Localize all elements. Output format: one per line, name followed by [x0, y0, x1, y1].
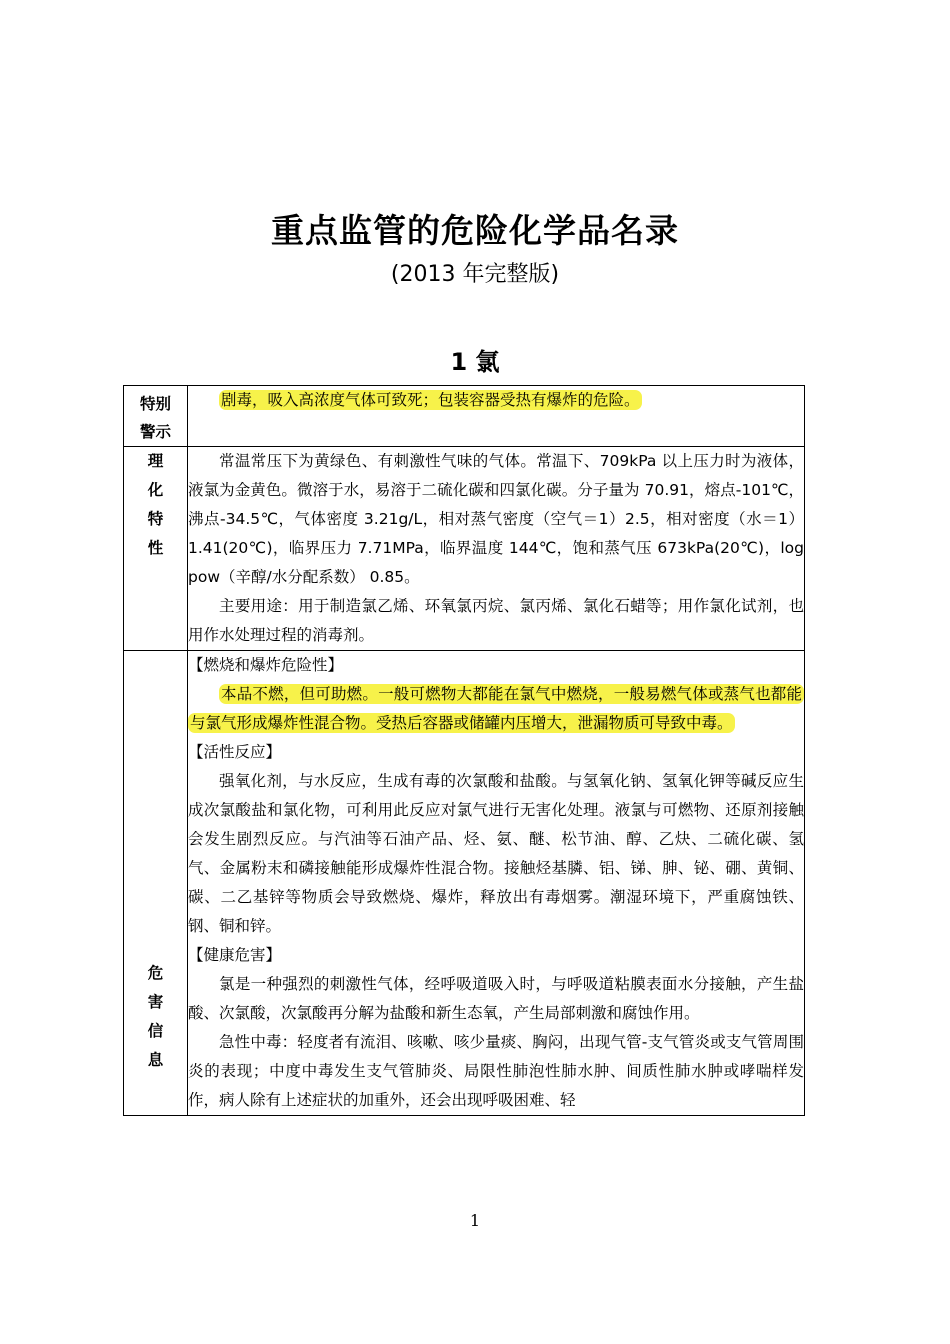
label-hazard [124, 651, 188, 1116]
page-title: 重点监管的危险化学品名录 [271, 211, 679, 250]
label-special-warning-line1: 特别 [139, 395, 171, 413]
properties-paragraph-2: 主要用途：用于制造氯乙烯、环氧氯丙烷、氯丙烯、氯化石蜡等；用作氯化试剂，也用作水处理过程的消毒剂。 [188, 597, 804, 644]
table-row-hazard [124, 651, 805, 1116]
cell-special-warning [188, 386, 805, 447]
label-properties [124, 447, 188, 651]
hazard-health-text: 氯是一种强烈的刺激性气体，经呼吸道吸入时，与呼吸道粘膜表面水分接触，产生盐酸、次氯酸，次氯酸再分解为盐酸和新生态氧，产生局部刺激和腐蚀作用。 [188, 975, 804, 1022]
special-warning-text: 剧毒，吸入高浓度气体可致死；包装容器受热有爆炸的危险。 [221, 391, 640, 409]
properties-paragraph-1: 常温常压下为黄绿色、有刺激性气味的气体。常温下、709kPa 以上压力时为液体，液氯为金黄色。微溶于水，易溶于二硫化碳和四氯化碳。分子量为 70.91，熔点-101℃，沸点-34.5℃，气体密度 3.21g/L，相对蒸气密度（空气＝1）2.5，相对密度（水＝1）1.41(20℃)，临界压力 7.71MPa，临界温度 144℃，饱和蒸气压 673kPa(20℃)，log pow（辛醇/水分配系数） 0.85。 [188, 452, 804, 586]
label-properties-char-3: 特 [147, 510, 164, 528]
table-row-properties [124, 447, 805, 651]
label-hazard-char-3: 信 [147, 1022, 164, 1040]
page-number: 1 [469, 1211, 481, 1230]
table-row-special-warning [124, 386, 805, 447]
hazard-heading-reactivity: 【活性反应】 [188, 743, 282, 761]
label-special-warning [124, 386, 188, 447]
hazard-combustion-text: 本品不燃，但可助燃。一般可燃物大都能在氯气中燃烧，一般易燃气体或蒸气也都能与氯气形成爆炸性混合物。受热后容器或储罐内压增大，泄漏物质可导致中毒。 [190, 685, 802, 732]
chemical-info-table [123, 385, 805, 1116]
hazard-combustion-para [188, 680, 804, 738]
label-properties-char-1: 理 [147, 452, 164, 470]
hazard-heading-combustion: 【燃烧和爆炸危险性】 [188, 656, 344, 674]
section-heading: 1 氯 [450, 348, 500, 376]
cell-properties [188, 447, 805, 651]
label-properties-char-4: 性 [147, 539, 164, 557]
label-special-warning-line2: 警示 [139, 423, 171, 441]
label-properties-char-2: 化 [147, 481, 164, 499]
page-subtitle: (2013 年完整版) [390, 262, 560, 287]
label-hazard-char-2: 害 [147, 993, 164, 1011]
special-warning-text-para [188, 386, 804, 415]
hazard-reactivity-text: 强氧化剂，与水反应，生成有毒的次氯酸和盐酸。与氢氧化钠、氢氧化钾等碱反应生成次氯酸盐和氯化物，可利用此反应对氯气进行无害化处理。液氯与可燃物、还原剂接触会发生剧烈反应。与汽油等石油产品、烃、氨、醚、松节油、醇、乙炔、二硫化碳、氢气、金属粉末和磷接触能形成爆炸性混合物。接触烃基膦、铝、锑、胂、铋、硼、黄铜、碳、二乙基锌等物质会导致燃烧、爆炸，释放出有毒烟雾。潮湿环境下，严重腐蚀铁、钢、铜和锌。 [188, 772, 804, 935]
label-hazard-char-4: 息 [147, 1051, 164, 1069]
hazard-heading-health: 【健康危害】 [188, 946, 282, 964]
cell-hazard [188, 651, 805, 1116]
hazard-acute-poisoning-text: 急性中毒：轻度者有流泪、咳嗽、咳少量痰、胸闷，出现气管-支气管炎或支气管周围炎的表现；中度中毒发生支气管肺炎、局限性肺泡性肺水肿、间质性肺水肿或哮喘样发作，病人除有上述症状的加重外，还会出现呼吸困难、轻 [188, 1033, 804, 1109]
label-hazard-char-1: 危 [147, 964, 164, 982]
